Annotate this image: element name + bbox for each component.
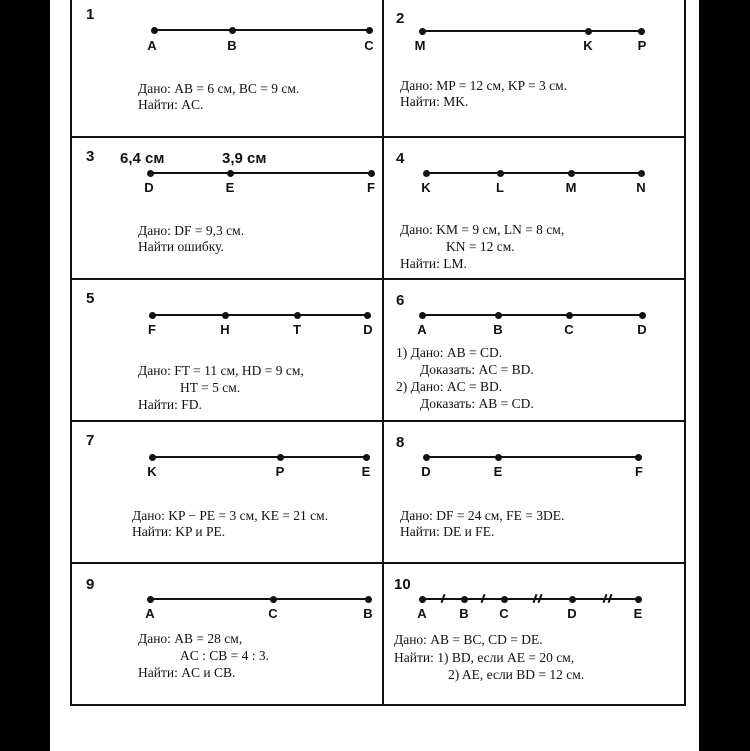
point-e — [363, 454, 370, 461]
point-label: L — [496, 180, 504, 195]
point-a — [419, 312, 426, 319]
find-text: Найти: LM. — [400, 256, 467, 271]
given-text-cont: KN = 12 см. — [446, 239, 515, 254]
find-text: Найти: KP и PE. — [132, 524, 226, 539]
point-label: B — [363, 606, 373, 621]
point-b — [495, 312, 502, 319]
point-label: E — [493, 464, 503, 479]
problem-6 — [384, 280, 684, 420]
point-label: E — [361, 464, 371, 479]
find-text: Найти: DE и FE. — [400, 524, 495, 539]
point-e — [635, 596, 642, 603]
problem-4 — [384, 138, 684, 278]
point-label: D — [421, 464, 431, 479]
given-text: Дано: AB = 28 см, — [138, 631, 243, 646]
find-text: Найти: 1) BD, если AE = 20 см, — [394, 650, 575, 665]
segment-line — [152, 456, 366, 458]
point-t — [294, 312, 301, 319]
point-b — [461, 596, 468, 603]
point-f — [635, 454, 642, 461]
point-label: E — [225, 180, 235, 195]
problem-7 — [72, 422, 382, 562]
point-label: A — [145, 606, 155, 621]
point-label: F — [148, 322, 156, 337]
segment-line — [422, 30, 641, 32]
point-k — [149, 454, 156, 461]
problem-number: 5 — [86, 290, 95, 307]
point-label: C — [499, 606, 509, 621]
point-l — [497, 170, 504, 177]
point-b — [229, 27, 236, 34]
point-c — [566, 312, 573, 319]
problem-number: 10 — [394, 576, 411, 593]
point-a — [151, 27, 158, 34]
problem-number: 3 — [86, 148, 95, 165]
segment-length-ef: 3,9 см — [222, 150, 267, 167]
given-text: Дано: DF = 24 см, FE = 3DE. — [400, 508, 565, 523]
point-c — [270, 596, 277, 603]
segment-line — [150, 598, 368, 600]
problem-grid — [70, 0, 686, 706]
point-d — [639, 312, 646, 319]
point-m — [568, 170, 575, 177]
given-text: 2) Дано: AC = BD. — [396, 379, 503, 394]
point-h — [222, 312, 229, 319]
segment-line — [426, 172, 641, 174]
segment-line — [426, 456, 638, 458]
point-p — [638, 28, 645, 35]
point-label: T — [293, 322, 301, 337]
point-label: K — [421, 180, 431, 195]
point-label: K — [147, 464, 157, 479]
segment-line — [150, 172, 371, 174]
point-label: C — [564, 322, 574, 337]
problem-1 — [72, 0, 382, 136]
point-label: E — [633, 606, 643, 621]
problem-10 — [384, 564, 684, 704]
given-text: Дано: KP − PE = 3 см, KE = 21 см. — [132, 508, 329, 523]
problem-number: 2 — [396, 10, 405, 27]
point-label: P — [275, 464, 285, 479]
problem-3 — [72, 138, 382, 278]
point-label: M — [565, 180, 577, 195]
given-text-cont: HT = 5 см. — [180, 380, 241, 395]
problem-number: 4 — [396, 150, 405, 167]
find-text: Найти: MK. — [400, 94, 469, 109]
given-text-cont: AC : CB = 4 : 3. — [180, 648, 270, 663]
problem-8 — [384, 422, 684, 562]
find-text-cont: 2) AE, если BD = 12 см. — [448, 667, 585, 682]
problem-number: 8 — [396, 434, 405, 451]
point-a — [147, 596, 154, 603]
point-label: F — [367, 180, 375, 195]
point-d — [423, 454, 430, 461]
point-label: A — [417, 606, 427, 621]
point-m — [419, 28, 426, 35]
point-label: D — [637, 322, 647, 337]
problem-2 — [384, 0, 684, 136]
given-text: Дано: AB = BC, CD = DE. — [394, 632, 543, 647]
point-d — [364, 312, 371, 319]
segment-line — [154, 29, 369, 31]
point-f — [149, 312, 156, 319]
given-text: Дано: FT = 11 см, HD = 9 см, — [138, 363, 304, 378]
problem-number: 9 — [86, 576, 95, 593]
segment-length-de: 6,4 см — [120, 150, 165, 167]
point-e — [227, 170, 234, 177]
point-label: K — [583, 38, 593, 53]
point-label: A — [147, 38, 157, 53]
point-label: D — [567, 606, 577, 621]
problem-number: 6 — [396, 292, 405, 309]
given-text: Дано: AB = 6 см, BC = 9 см. — [138, 81, 300, 96]
point-d — [147, 170, 154, 177]
point-label: F — [635, 464, 643, 479]
point-b — [365, 596, 372, 603]
segment-line — [152, 314, 367, 316]
prove-text: Доказать: AC = BD. — [420, 362, 534, 377]
point-label: P — [637, 38, 647, 53]
given-text: 1) Дано: AB = CD. — [396, 345, 503, 360]
point-a — [419, 596, 426, 603]
prove-text: Доказать: AB = CD. — [420, 396, 534, 411]
problem-number: 7 — [86, 432, 95, 449]
segment-line — [422, 314, 642, 316]
point-e — [495, 454, 502, 461]
point-f — [368, 170, 375, 177]
point-label: H — [220, 322, 230, 337]
point-label: D — [363, 322, 373, 337]
point-label: C — [268, 606, 278, 621]
point-label: M — [414, 38, 426, 53]
point-label: D — [144, 180, 154, 195]
point-d — [569, 596, 576, 603]
given-text: Дано: DF = 9,3 см. — [138, 223, 245, 238]
point-label: B — [227, 38, 237, 53]
point-c — [501, 596, 508, 603]
point-p — [277, 454, 284, 461]
problem-5 — [72, 280, 382, 420]
point-label: C — [364, 38, 374, 53]
point-label: N — [636, 180, 646, 195]
problem-number: 1 — [86, 6, 95, 23]
point-label: A — [417, 322, 427, 337]
point-k — [423, 170, 430, 177]
given-text: Дано: KM = 9 см, LN = 8 см, — [400, 222, 565, 237]
find-text: Найти ошибку. — [138, 239, 224, 254]
given-text: Дано: MP = 12 см, KP = 3 см. — [400, 78, 567, 93]
find-text: Найти: FD. — [138, 397, 202, 412]
point-c — [366, 27, 373, 34]
point-k — [585, 28, 592, 35]
problem-9 — [72, 564, 382, 704]
point-label: B — [493, 322, 503, 337]
find-text: Найти: AC. — [138, 97, 204, 112]
find-text: Найти: AC и CB. — [138, 665, 236, 680]
point-label: B — [459, 606, 469, 621]
point-n — [638, 170, 645, 177]
